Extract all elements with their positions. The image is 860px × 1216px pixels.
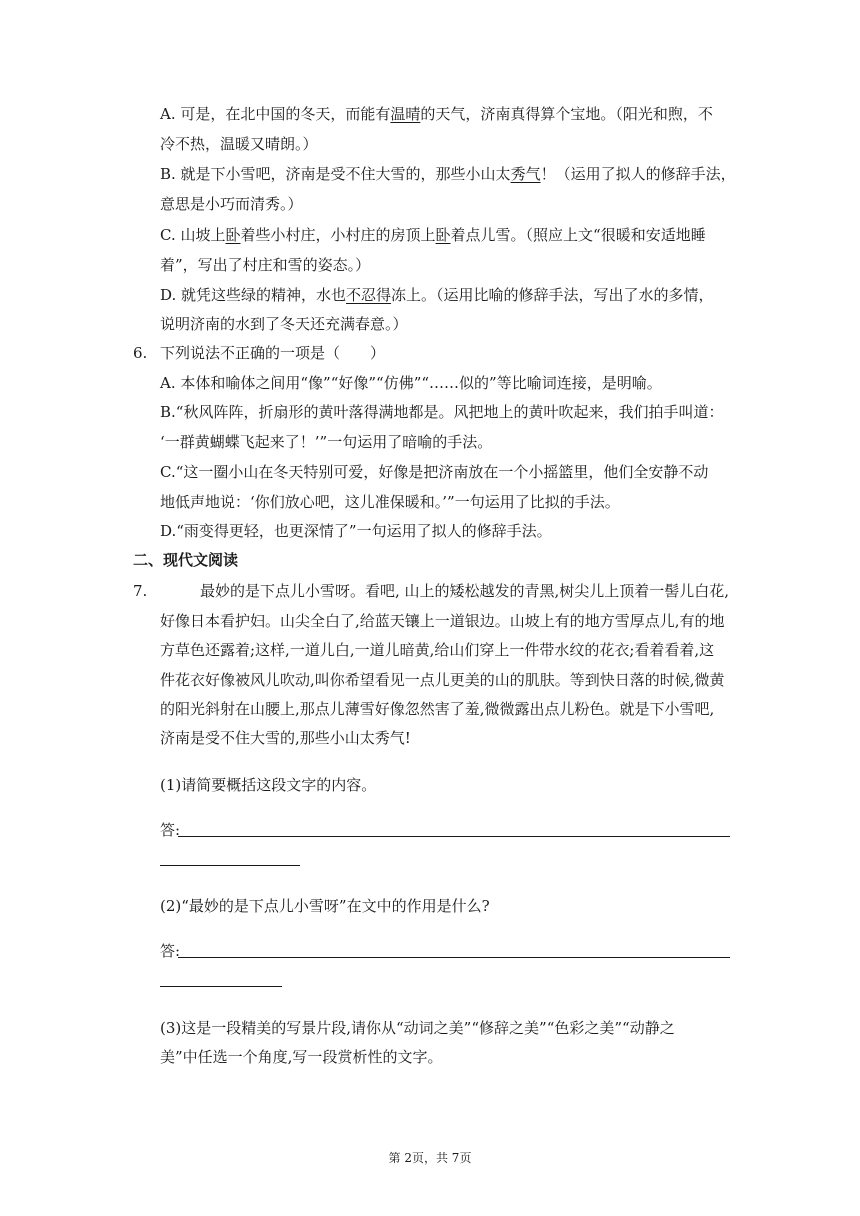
q7-subquestion-3-line2: 美”中任选一个角度,写一段赏析性的文字。 (160, 1048, 443, 1066)
q6-option-d: D.“雨变得更轻，也更深情了”一句运用了拟人的修辞手法。 (160, 522, 552, 540)
q6-number: 6. (133, 344, 148, 362)
q5-option-b-line2: 意思是小巧而清秀。） (160, 195, 303, 213)
answer-line-2[interactable] (178, 957, 730, 958)
q7-subquestion-1: (1)请简要概括这段文字的内容。 (160, 776, 377, 794)
q6-option-b-line2: ‘一群黄蝴蝶飞起来了！’”一句运用了暗喻的手法。 (160, 433, 493, 451)
q5-option-d-text: D. 就凭这些绿的精神，水也 (160, 286, 347, 304)
answer-line-1[interactable] (178, 836, 730, 837)
answer-line-2-cont[interactable] (160, 986, 282, 987)
answer-line-1-cont[interactable] (160, 865, 300, 866)
page-number: 第 2页，共 7页 (388, 1151, 472, 1165)
q5-option-b-text-cont: ！（运用了拟人的修辞手法， (540, 165, 736, 183)
q7-passage-line6: 济南是受不住大雪的,那些小山太秀气! (160, 729, 411, 747)
q6-option-a: A. 本体和喻体之间用“像”“好像”“仿佛”“……似的”等比喻词连接，是明喻。 (160, 374, 662, 392)
q5-option-a-underlined: 温晴 (390, 105, 421, 123)
q7-number: 7. (133, 582, 148, 600)
q5-option-b-text: B. 就是下小雪吧，济南是受不住大雪的，那些小山太 (160, 165, 511, 183)
q5-option-c-line2: 着”，写出了村庄和雪的姿态。） (160, 256, 371, 274)
q7-passage-line2: 好像日本看护妇。山尖全白了,给蓝天镶上一道银边。山坡上有的地方雪厚点儿,有的地 (160, 612, 725, 630)
q7-subquestion-3-line1: (3)这是一段精美的写景片段,请你从“动词之美”“修辞之美”“色彩之美”“动静之 (160, 1019, 675, 1037)
q5-option-d-line1 (160, 285, 714, 305)
q5-option-c-text: C. 山坡上 (160, 226, 226, 244)
q5-option-c-underlined-1: 卧 (225, 226, 241, 244)
q5-option-a-text-cont: 的天气，济南真得算个宝地。（阳光和煦，不 (420, 105, 713, 123)
q5-option-b-line1 (160, 164, 736, 184)
q7-passage-line5: 的阳光斜射在山腰上,那点儿薄雪好像忽然害了羞,微微露出点儿粉色。就是下小雪吧, (160, 700, 715, 718)
q5-option-c-text-end: 着点儿雪。（照应上文“很暖和安适地睡 (450, 226, 706, 244)
section-heading: 二、现代文阅读 (133, 551, 239, 569)
answer-label-1: 答: (160, 821, 181, 839)
answer-label-2: 答: (160, 942, 181, 960)
q5-option-a-line2: 冷不热，温暖又晴朗。） (160, 135, 318, 153)
q5-option-c-underlined-2: 卧 (435, 226, 451, 244)
q5-option-c-line1 (160, 225, 706, 245)
q6-option-c-line2: 地低声地说：‘你们放心吧，这儿准保暖和。’”一句运用了比拟的手法。 (160, 493, 620, 511)
q5-option-d-line2: 说明济南的水到了冬天还充满春意。） (160, 315, 408, 333)
q6-option-c-line1: C.“这一圈小山在冬天特别可爱，好像是把济南放在一个小摇篮里，他们全安静不动 (160, 463, 709, 481)
q6-option-b-line1: B.“秋风阵阵，折扇形的黄叶落得满地都是。风把地上的黄叶吹起来，我们拍手叫道： (160, 403, 724, 421)
q5-option-d-text-cont: 冻上。（运用比喻的修辞手法，写出了水的多情， (391, 286, 714, 304)
q5-option-a-text: A. 可是，在北中国的冬天，而能有 (160, 105, 391, 123)
q5-option-a-line1 (160, 104, 713, 124)
q5-option-c-text-mid: 着些小村庄，小村庄的房顶上 (240, 226, 436, 244)
q7-passage-line3: 方草色还露着;这样,一道儿白,一道儿暗黄,给山们穿上一件带水纹的花衣;看着看着,这 (160, 641, 715, 659)
q5-option-d-underlined: 不忍得 (346, 286, 392, 304)
q7-passage-line1: 最妙的是下点儿小雪呀。看吧, 山上的矮松越发的青黑,树尖儿上顶着一髻儿白花, (200, 582, 730, 600)
q6-stem: 下列说法不正确的一项是（ ） (160, 344, 386, 362)
q7-subquestion-2: (2)“最妙的是下点儿小雪呀”在文中的作用是什么? (160, 897, 490, 915)
q5-option-b-underlined: 秀气 (510, 165, 541, 183)
q7-passage-line4: 件花衣好像被风儿吹动,叫你希望看见一点儿更美的山的肌肤。等到快日落的时候,微黄 (160, 671, 725, 689)
